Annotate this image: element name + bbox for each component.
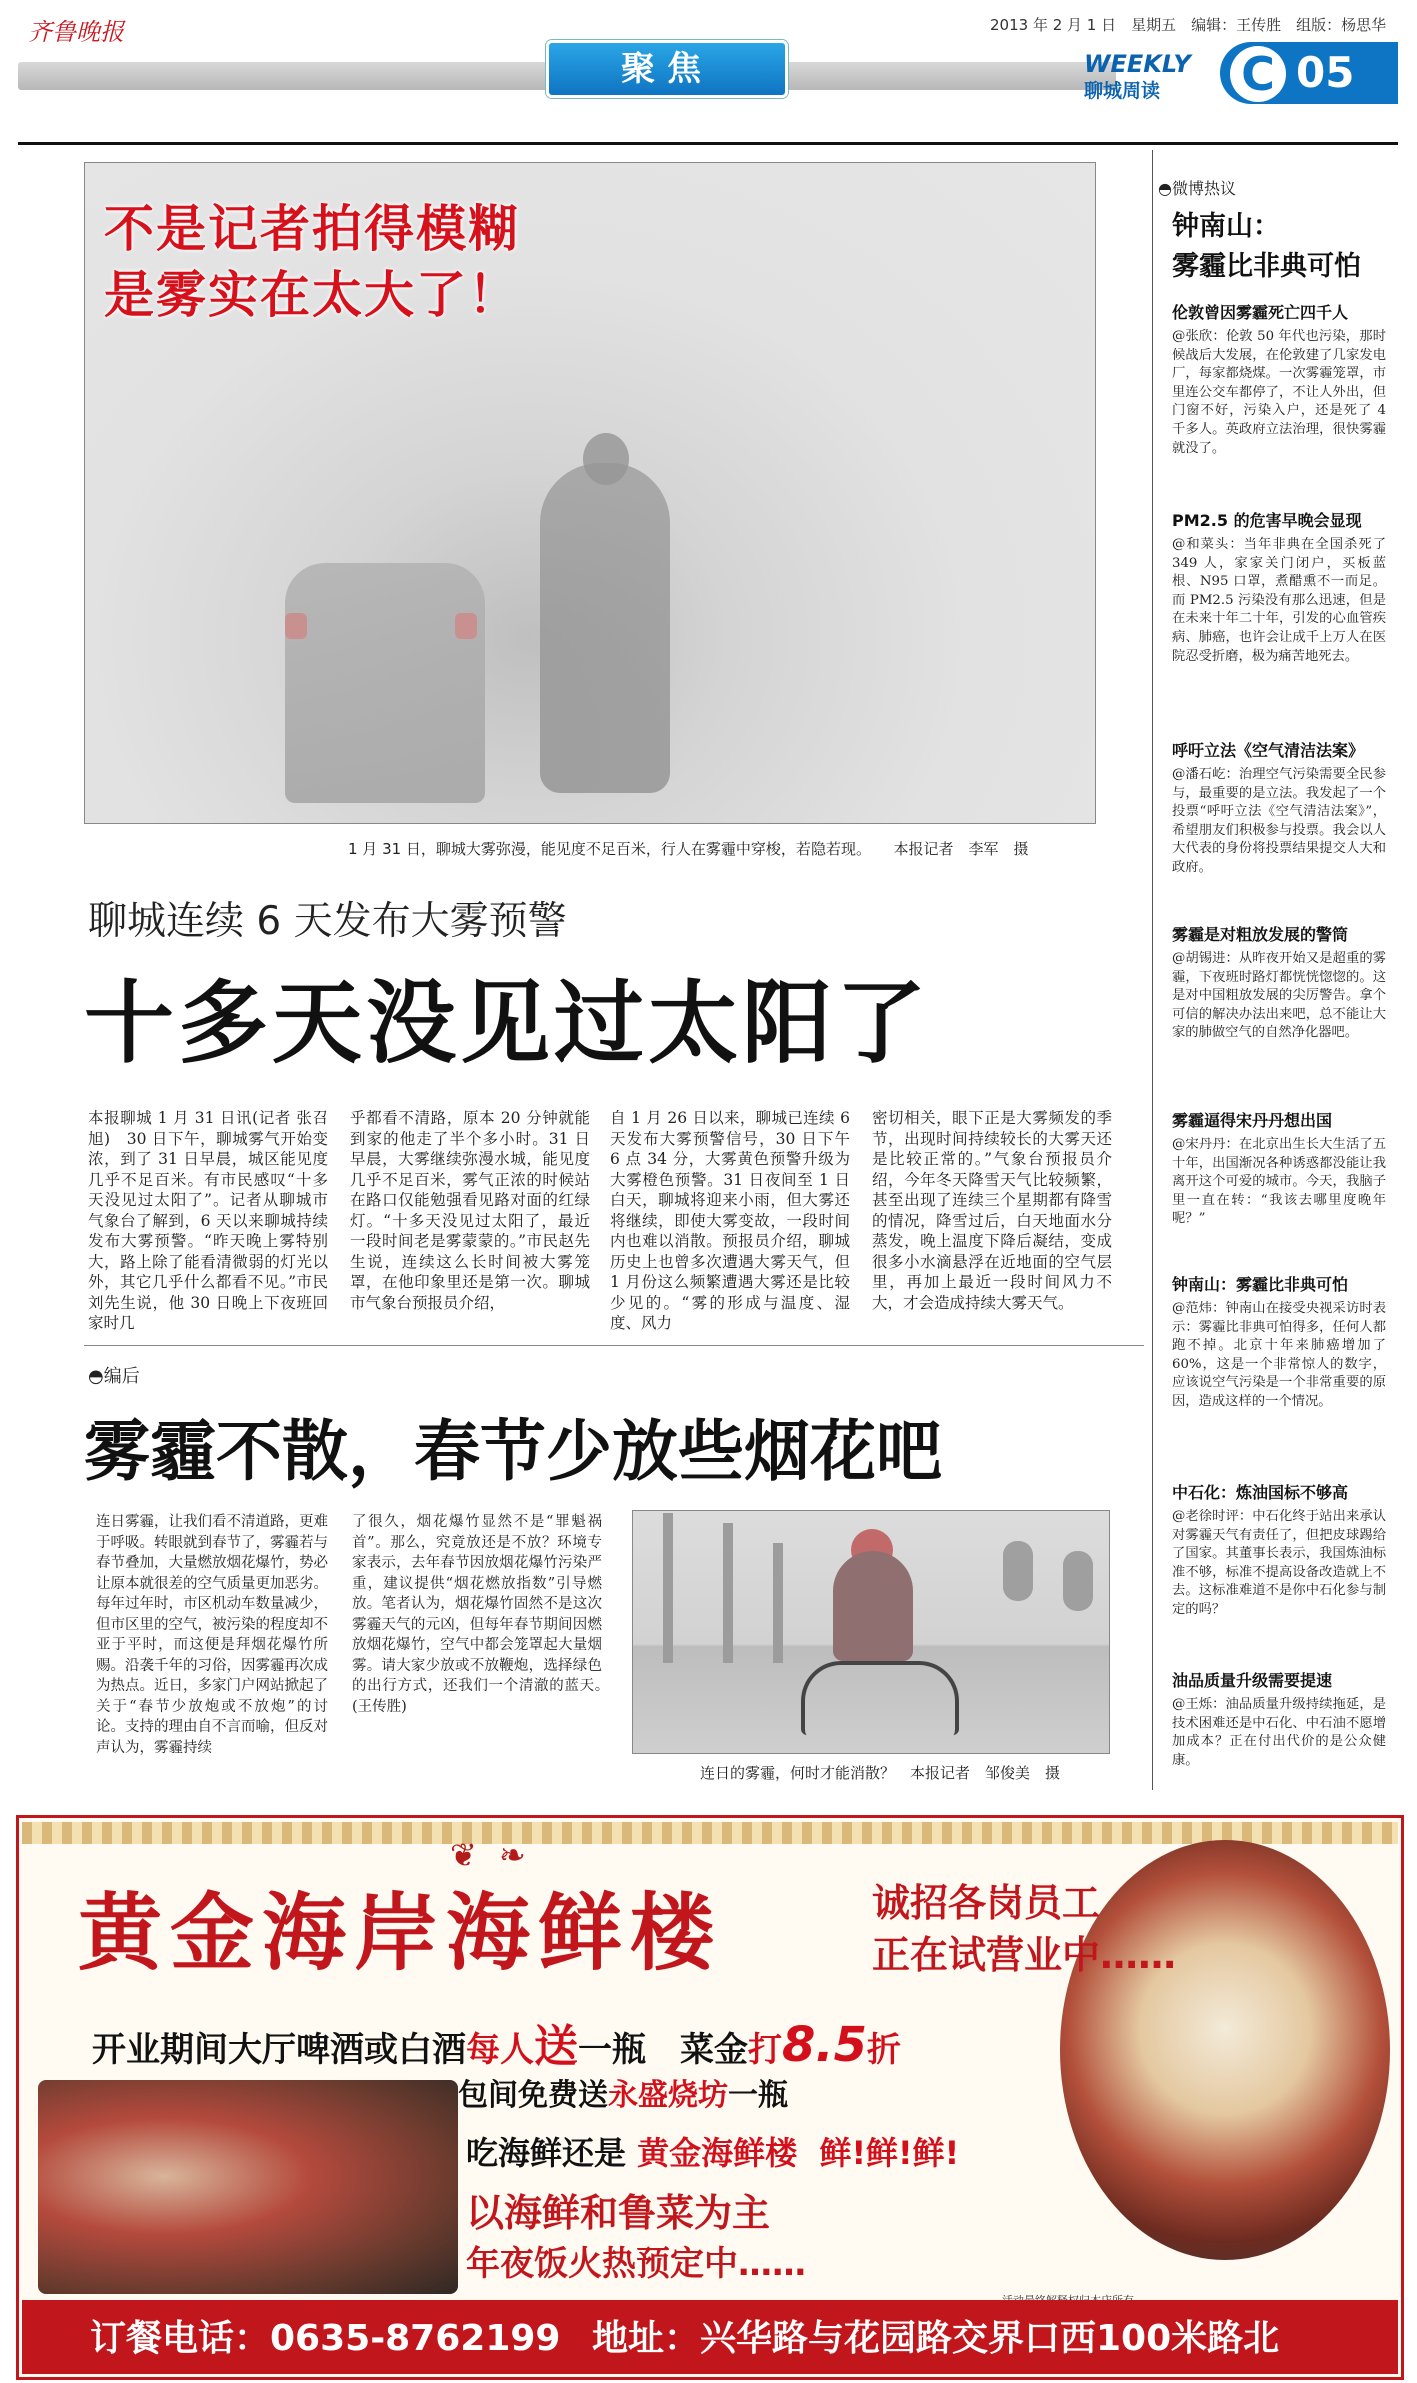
ad-phone: 订餐电话：0635-8762199 bbox=[90, 2318, 561, 2359]
sidebar-post: @张欣：伦敦 50 年代也污染，那时候战后大发展，在伦敦建了几家发电厂，每家都烧煤。一次雾霾笼罩，市里连公交车都停了，不让人外出，但门窗不好，污染入户，还是死了 4 千多人。英政府立法治理，很快雾霾就没了。 bbox=[1172, 329, 1386, 456]
ad-new-year-booking: 年夜饭火热预定中…… bbox=[466, 2244, 806, 2284]
cyclist bbox=[833, 1551, 913, 1661]
editor-note-text: 编后 bbox=[103, 1366, 140, 1387]
ad-ornament-icon: ❦ ❧ bbox=[450, 1836, 532, 1874]
section-tab: 聚焦 bbox=[546, 40, 788, 98]
tricycle-frame bbox=[801, 1661, 959, 1735]
ad-decorative-band bbox=[22, 1822, 1398, 1844]
tree bbox=[663, 1513, 673, 1663]
sidebar-post: @范炜：钟南山在接受央视采访时表示：雾霾比非典可怕得多，任何人都跑不掉。北京十年来肺癌增加了 60%，这是一个非常惊人的数字，应该说空气污染是一个非常重要的原因，造成这样的一个情况。 bbox=[1172, 1301, 1386, 1409]
slogan-text: 鲜!鲜!鲜! bbox=[819, 2134, 960, 2172]
sidebar-post: @胡锡进：从昨夜开始又是超重的雾霾，下夜班时路灯都恍恍惚惚的。这是对中国粗放发展的尖厉警告。拿个可信的解决办法出来吧，总不能让大家的肺做空气的自然净化器吧。 bbox=[1172, 951, 1386, 1041]
promo-text: 永盛烧坊 bbox=[608, 2078, 728, 2113]
ad-trial-operation: 正在试营业中…… bbox=[872, 1933, 1177, 1977]
page-number: 05 bbox=[1296, 48, 1355, 97]
story-divider bbox=[84, 1345, 1144, 1346]
tail-light bbox=[285, 613, 307, 639]
sidebar-subhead: PM2.5 的危害早晚会显现 bbox=[1172, 511, 1362, 530]
editorial-column-2: 了很久，烟花爆竹显然不是“罪魁祸首”。那么，究竟放还是不放？环境专家表示，去年春节因放烟花爆竹污染严重，建议提供“烟花燃放指数”引导燃放。笔者认为，烟花爆竹固然不是这次雾霾天气的元凶，但每年春节期间因燃放烟花爆竹，空气中都会笼罩起大量烟雾。请大家少放或不放鞭炮，选择绿色的出行方式，还我们一个清澈的蓝天。 (王传胜) bbox=[352, 1514, 617, 1715]
sidebar-subhead: 中石化：炼油国标不够高 bbox=[1172, 1483, 1349, 1502]
weekly-label-cn: 聊城周读 bbox=[1084, 80, 1161, 102]
sidebar-subhead: 钟南山：雾霾比非典可怕 bbox=[1172, 1275, 1349, 1294]
tail-light bbox=[455, 613, 477, 639]
ad-promo-line-2 bbox=[458, 2070, 788, 2114]
tree bbox=[773, 1543, 783, 1663]
sidebar-title-2: 雾霾比非典可怕 bbox=[1172, 251, 1361, 282]
promo-text: 包间免费送 bbox=[458, 2078, 608, 2113]
distant-cyclist bbox=[1003, 1541, 1033, 1601]
rider-head bbox=[583, 433, 629, 485]
sidebar-title-1: 钟南山： bbox=[1172, 211, 1280, 242]
promo-discount: 8.5 bbox=[782, 2017, 868, 2073]
slogan-text: 吃海鲜还是 bbox=[466, 2134, 627, 2172]
dateline: 2013 年 2 月 1 日 星期五 编辑：王传胜 组版：杨思华 bbox=[990, 16, 1387, 34]
promo-text: 打 bbox=[748, 2030, 782, 2070]
story-column-1: 本报聊城 1 月 31 日讯(记者 张召旭) 30 日下午，聊城雾气开始变浓，到了 31 日早晨，城区能见度几乎不足百米。有市民感叹“十多天没见过太阳了”。记者从聊城市气象台了解到，6 天以来聊城持续发布大雾预警。“昨天晚上雾特别大，路上除了能看清微弱的灯光以外，其它几乎什么都看不见。”市民刘先生说，他 30 日晚上下夜班回家时几 bbox=[88, 1109, 328, 1332]
tree bbox=[723, 1523, 733, 1663]
sidebar-subhead: 雾霾是对粗放发展的警筒 bbox=[1172, 925, 1349, 944]
story-column-4: 密切相关，眼下正是大雾频发的季节，出现时间持续较长的大雾天还是比较正常的。”气象台预报员介绍，今年冬天降雪天气比较频繁，甚至出现了连续三个星期都有降雪的情况，降雪过后，白天地面水分蒸发，晚上温度下降后凝结，变成很多小水滴悬浮在近地面的空气层里，再加上最近一段时间风力不大，才会造成持续大雾天气。 bbox=[872, 1109, 1112, 1312]
ad-address: 地址：兴华路与花园路交界口西100米路北 bbox=[592, 2318, 1280, 2359]
photo-overlay-headline bbox=[104, 196, 520, 328]
sidebar-post: @王烁：油品质量升级持续拖延，是技术困难还是中石化、中石油不愿增加成本？正在付出代价的是公众健康。 bbox=[1172, 1697, 1386, 1768]
promo-text: 一瓶 菜金 bbox=[578, 2030, 748, 2070]
page-letter: C bbox=[1230, 46, 1286, 102]
sidebar-post: @潘石屹：治理空气污染需要全民参与，最重要的是立法。我发起了一个投票“呼吁立法《空气清洁法案》”，希望朋友们积极参与投票。我会以人大代表的身份将投票结果提交人大和政府。 bbox=[1172, 767, 1386, 875]
overlay-line-1: 不是记者拍得模糊 bbox=[104, 200, 520, 258]
sidebar-post: @宋丹丹：在北京出生长大生活了五十年，出国渐况各种诱惑都没能让我离开这个可爱的城市。今天，我脑子里一直在转：“我该去哪里度晚年呢？” bbox=[1172, 1137, 1386, 1227]
tricycle-fog-photo bbox=[632, 1510, 1110, 1754]
ad-promo-line-1 bbox=[92, 2010, 901, 2074]
sidebar-post: @和菜头：当年非典在全国杀死了 349 人，家家关门闭户，买板蓝根、N95 口罩，煮醋熏不一而足。而 PM2.5 污染没有那么迅速，但是在未来十年二十年，引发的心血管疾病、肺癌，也许会让成千上万人在医院忍受折磨，极为痛苦地死去。 bbox=[1172, 537, 1386, 664]
sidebar-post: @老徐时评：中石化终于站出来承认对雾霾天气有责任了，但把皮球踢给了国家。其董事长表示，我国炼油标准不够，标准不提高设备改造就上不去。这标准难道不是你中石化参与制定的吗？ bbox=[1172, 1509, 1386, 1617]
ad-specialty: 以海鲜和鲁菜为主 bbox=[466, 2191, 771, 2235]
masthead-logo: 齐鲁晚报 bbox=[28, 18, 124, 46]
editorial-column-1: 连日雾霾，让我们看不清道路，更难于呼吸。转眼就到春节了，雾霾若与春节叠加，大量燃放烟花爆竹，势必让原本就很差的空气质量更加恶劣。每年过年时，市区机动车数量减少，但市区里的空气，被污染的程度却不亚于平时，而这便是拜烟花爆竹所赐。沿袭千年的习俗，因雾霾再次成为热点。近日，多家门户网站掀起了关于“春节少放炮或不放炮”的讨论。支持的理由自不言而喻，但反对声认为，雾霾持续 bbox=[96, 1514, 328, 1756]
weekly-label-en: WEEKLY bbox=[1084, 50, 1191, 78]
promo-text: 折 bbox=[867, 2030, 902, 2070]
story-column-2: 乎都看不清路，原本 20 分钟就能到家的他走了半个多小时。31 日早晨，大雾继续弥漫水城，能见度几乎不足百米，雾气正浓的时候站在路口仅能勉强看见路对面的红绿灯。“十多天没见过太阳了，最近一段时间老是雾蒙蒙的。”市民赵先生说，连续这么长时间被大雾笼罩，在他印象里还是第一次。聊城市气象台预报员介绍， bbox=[350, 1109, 590, 1312]
slogan-text: 黄金海鲜楼 bbox=[637, 2134, 798, 2172]
ad-hiring: 诚招各岗员工 bbox=[872, 1881, 1101, 1925]
photo-caption-2: 连日的雾霾，何时才能消散？ 本报记者 邹俊美 摄 bbox=[700, 1764, 1061, 1782]
rider-in-fog bbox=[540, 463, 670, 793]
car-in-fog bbox=[285, 563, 485, 803]
sidebar-subhead: 伦敦曾因雾霾死亡四千人 bbox=[1172, 303, 1349, 322]
sidebar-subhead: 雾霾逼得宋丹丹想出国 bbox=[1172, 1111, 1333, 1130]
promo-text: 送 bbox=[534, 2021, 578, 2072]
column-rule bbox=[1152, 150, 1153, 1790]
photo-caption: 1 月 31 日，聊城大雾弥漫，能见度不足百米，行人在雾霾中穿梭，若隐若现。 本报记者 李军 摄 bbox=[348, 840, 1029, 858]
sidebar-label-text: 微博热议 bbox=[1171, 179, 1236, 198]
main-headline: 十多天没见过太阳了 bbox=[84, 971, 930, 1076]
seafood-platter-image bbox=[1060, 1840, 1390, 2260]
distant-cyclist bbox=[1063, 1551, 1093, 1611]
promo-text: 开业期间大厅啤酒或白酒 bbox=[92, 2030, 466, 2070]
story-kicker: 聊城连续 6 天发布大雾预警 bbox=[88, 899, 567, 944]
story-column-3: 自 1 月 26 日以来，聊城已连续 6 天发布大雾预警信号，30 日下午 6 点 34 分，大雾黄色预警升级为大雾橙色预警。31 日夜间至 1 日白天，聊城将迎来小雨，但大雾还将继续，即使大雾变故，一段时间内也难以消散。预报员介绍，聊城历史上也曾多次遭遇大雾天气，但 1 月份这么频繁遭遇大雾还是比较少见的。“雾的形成与温度、湿度、风力 bbox=[610, 1109, 850, 1332]
editor-note-label: ◓编后 bbox=[88, 1366, 140, 1387]
promo-text: 一瓶 bbox=[728, 2078, 788, 2113]
sidebar-subhead: 油品质量升级需要提速 bbox=[1172, 1671, 1333, 1690]
top-rule bbox=[18, 142, 1398, 145]
promo-text: 每人 bbox=[466, 2030, 534, 2070]
ad-slogan bbox=[466, 2128, 959, 2174]
restaurant-name: 黄金海岸海鲜楼 bbox=[78, 1883, 723, 1982]
editorial-headline: 雾霾不散，春节少放些烟花吧 bbox=[84, 1413, 942, 1490]
family-dinner-image bbox=[38, 2080, 458, 2294]
sidebar-subhead: 呼吁立法《空气清洁法案》 bbox=[1172, 741, 1365, 760]
overlay-line-2: 是雾实在太大了！ bbox=[104, 266, 520, 324]
sidebar-label: ◓微博热议 bbox=[1158, 179, 1236, 198]
